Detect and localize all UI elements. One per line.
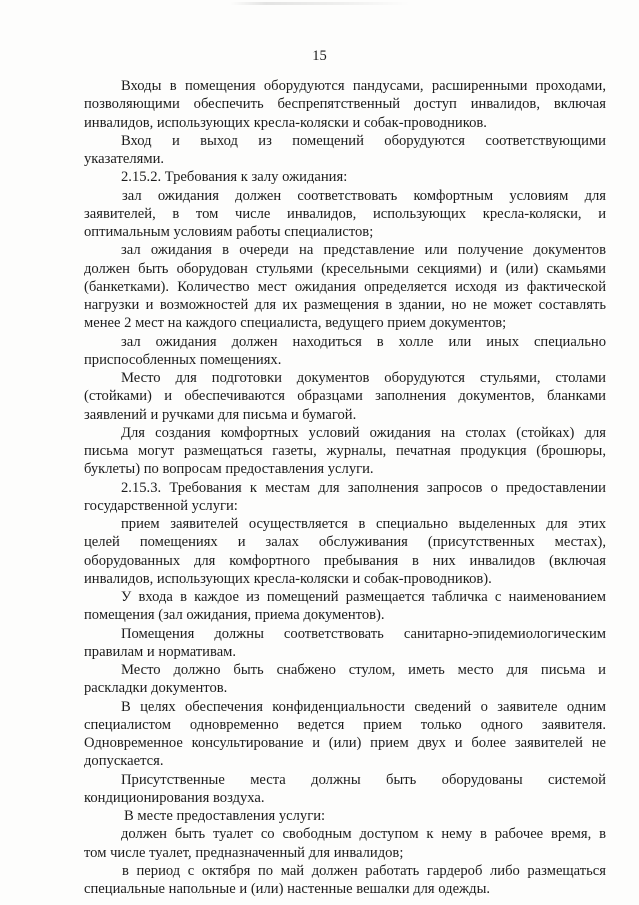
text-line: зал ожидания в очереди на представление или получение документов <box>121 242 606 259</box>
text-line: письма могут размещаться газеты, журналы, печатная продукция (брошюры, <box>84 443 606 459</box>
text-line: 2.15.2. Требования к залу ожидания: <box>121 169 348 186</box>
text-line: Помещения должны соответствовать санитарно-эпидемиологическим <box>121 625 606 642</box>
paragraph <box>84 479 606 516</box>
text-line: правилам и нормативам. <box>84 643 237 660</box>
text-line: зал ожидания должен находиться в холле или иных специально <box>121 333 606 350</box>
text-line: Входы в помещения оборудуются пандусами, расширенными проходами, <box>121 78 606 94</box>
text-line: должен быть оборудован стульями (кресельными секциями) и (или) скамьями <box>84 260 606 277</box>
text-line: заявителей, в том числе инвалидов, использующих кресла-коляски, и <box>84 205 606 222</box>
paragraph <box>84 241 606 332</box>
paragraph <box>84 825 606 862</box>
paragraph <box>84 771 606 808</box>
text-line: Для создания комфортных условий ожидания на столах (стойках) для <box>121 424 606 441</box>
text-line: Одновременное консультирование и (или) прием двух и более заявителей не <box>84 735 606 751</box>
paragraph <box>84 333 606 370</box>
text-line: приспособленных помещениях. <box>84 351 282 368</box>
text-line: помещения (зал ожидания, приема документов). <box>84 607 385 624</box>
text-line: прием заявителей осуществляется в специально выделенных для этих <box>121 516 606 532</box>
text-line: государственной услуги: <box>84 497 238 514</box>
paragraph <box>84 625 606 662</box>
text-line: допускается. <box>84 753 164 770</box>
text-line: оптимальным условиям работы специалистов; <box>84 224 374 240</box>
paragraph <box>84 807 606 825</box>
text-line: должен быть туалет со свободным доступом к нему в рабочее время, в <box>121 826 606 843</box>
text-line: 2.15.3. Требования к местам для заполнения запросов о предоставлении <box>121 479 606 496</box>
scan-artifact <box>230 2 410 5</box>
paragraph <box>84 515 606 588</box>
paragraph <box>84 187 606 242</box>
text-line: Место должно быть снабжено стулом, иметь место для письма и <box>121 662 606 678</box>
text-line: специальные напольные и (или) настенные вешалки для одежды. <box>84 881 491 897</box>
paragraph <box>84 168 606 186</box>
paragraph <box>84 698 606 771</box>
paragraph <box>84 661 606 698</box>
text-line: позволяющими обеспечить беспрепятственный доступ инвалидов, включая <box>84 96 606 113</box>
text-line: (стойками) и обеспечиваются образцами заполнения документов, бланками <box>84 388 606 405</box>
text-line: У входа в каждое из помещений размещается табличка с наименованием <box>121 589 606 605</box>
text-line: кондиционирования воздуха. <box>84 789 265 806</box>
paragraph <box>84 862 606 899</box>
text-line: целей помещениях и залах обслуживания (присутственных местах), <box>84 534 606 551</box>
text-line: том числе туалет, предназначенный для инвалидов; <box>84 844 404 861</box>
text-line: Вход и выход из помещений оборудуются соответствующими <box>121 132 606 149</box>
text-line: инвалидов, использующих кресла-коляски и собак-проводников). <box>84 570 492 587</box>
text-line: менее 2 мест на каждого специалиста, ведущего прием документов; <box>84 315 507 332</box>
text-line: указателями. <box>84 151 165 167</box>
text-line: буклеты) по вопросам предоставления услуги. <box>84 461 374 478</box>
paragraph <box>84 588 606 625</box>
text-line: Место для подготовки документов оборудуются стульями, столами <box>121 370 606 386</box>
paragraph <box>84 369 606 424</box>
text-line: Присутственные места должны быть оборудованы системой <box>121 771 606 788</box>
paragraph <box>84 132 606 169</box>
text-line: в период с октября по май должен работать гардероб либо размещаться <box>122 862 606 879</box>
text-line: раскладки документов. <box>84 680 228 697</box>
text-line: специалистом одновременно ведется прием только одного заявителя. <box>84 716 606 733</box>
text-line: нагрузки и возможностей для их размещения в здании, но не может составлять <box>84 297 606 313</box>
text-line: (банкетками). Количество мест ожидания определяется исходя из фактической <box>84 278 606 295</box>
text-line: В месте предоставления услуги: <box>124 808 326 824</box>
text-line: оборудованных для комфортного пребывания в них инвалидов (включая <box>84 552 606 569</box>
text-line: зал ожидания должен соответствовать комфортным условиям для <box>122 187 606 204</box>
body-text <box>84 77 606 898</box>
text-line: заявлений и ручками для письма и бумагой. <box>84 406 357 423</box>
page-number: 15 <box>312 48 327 64</box>
text-line: инвалидов, использующих кресла-коляски и собак-проводников. <box>84 114 487 131</box>
paragraph <box>84 77 606 132</box>
paragraph <box>84 424 606 479</box>
text-line: В целях обеспечения конфиденциальности сведений о заявителе одним <box>121 698 606 715</box>
